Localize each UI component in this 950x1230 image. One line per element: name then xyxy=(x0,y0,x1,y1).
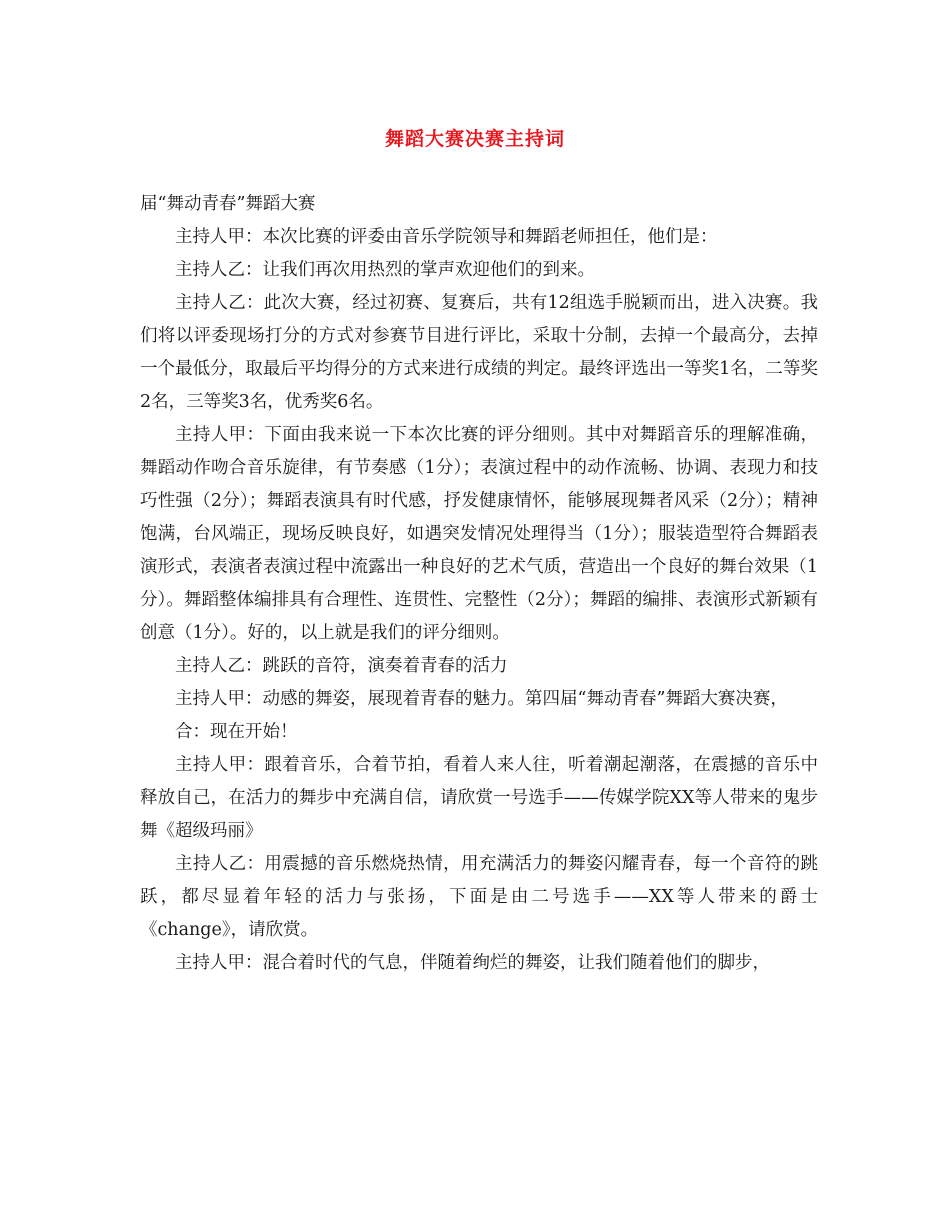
paragraph: 主持人乙：让我们再次用热烈的掌声欢迎他们的到来。 xyxy=(175,260,595,280)
document-title: 舞蹈大赛决赛主持词 xyxy=(384,128,565,150)
paragraph-event-name: 届“舞动青春”舞蹈大赛 xyxy=(140,194,316,214)
document-body xyxy=(140,188,818,980)
paragraph: 主持人乙：此次大赛，经过初赛、复赛后，共有12组选手脱颖而出，进入决赛。我们将以评委现场打分的方式对参赛节目进行评比，采取十分制，去掉一个最高分，去掉一个最低分，取最后平均得分的方式来进行成绩的判定。最终评选出一等奖1名，二等奖2名，三等奖3名，优秀奖6名。 xyxy=(140,293,818,412)
paragraph: 主持人乙：跳跃的音符，演奏着青春的活力 xyxy=(175,656,508,676)
paragraph: 主持人甲：混合着时代的气息，伴随着绚烂的舞姿，让我们随着他们的脚步， xyxy=(175,953,770,973)
paragraph: 主持人甲：跟着音乐，合着节拍，看着人来人往，听着潮起潮落，在震撼的音乐中释放自己，在活力的舞步中充满自信，请欣赏一号选手——传媒学院XX等人带来的鬼步舞《超级玛丽》 xyxy=(140,755,818,841)
paragraph: 主持人甲：下面由我来说一下本次比赛的评分细则。其中对舞蹈音乐的理解准确，舞蹈动作吻合音乐旋律，有节奏感（1分）；表演过程中的动作流畅、协调、表现力和技巧性强（2分）；舞蹈表演具有时代感，抒发健康情怀，能够展现舞者风采（2分）；精神饱满，台风端正，现场反映良好，如遇突发情况处理得当（1分）；服装造型符合舞蹈表演形式，表演者表演过程中流露出一种良好的艺术气质，营造出一个良好的舞台效果（1分）。舞蹈整体编排具有合理性、连贯性、完整性（2分）；舞蹈的编排、表演形式新颖有创意（1分）。好的，以上就是我们的评分细则。 xyxy=(140,425,818,643)
paragraph: 主持人甲：本次比赛的评委由音乐学院领导和舞蹈老师担任，他们是： xyxy=(175,227,718,247)
paragraph: 合：现在开始！ xyxy=(175,722,298,742)
paragraph: 主持人乙：用震撼的音乐燃烧热情，用充满活力的舞姿闪耀青春，每一个音符的跳跃，都尽显着年轻的活力与张扬，下面是由二号选手——XX等人带来的爵士《change》，请欣赏。 xyxy=(140,854,818,940)
paragraph: 主持人甲：动感的舞姿，展现着青春的魅力。第四届“舞动青春”舞蹈大赛决赛， xyxy=(175,689,788,709)
